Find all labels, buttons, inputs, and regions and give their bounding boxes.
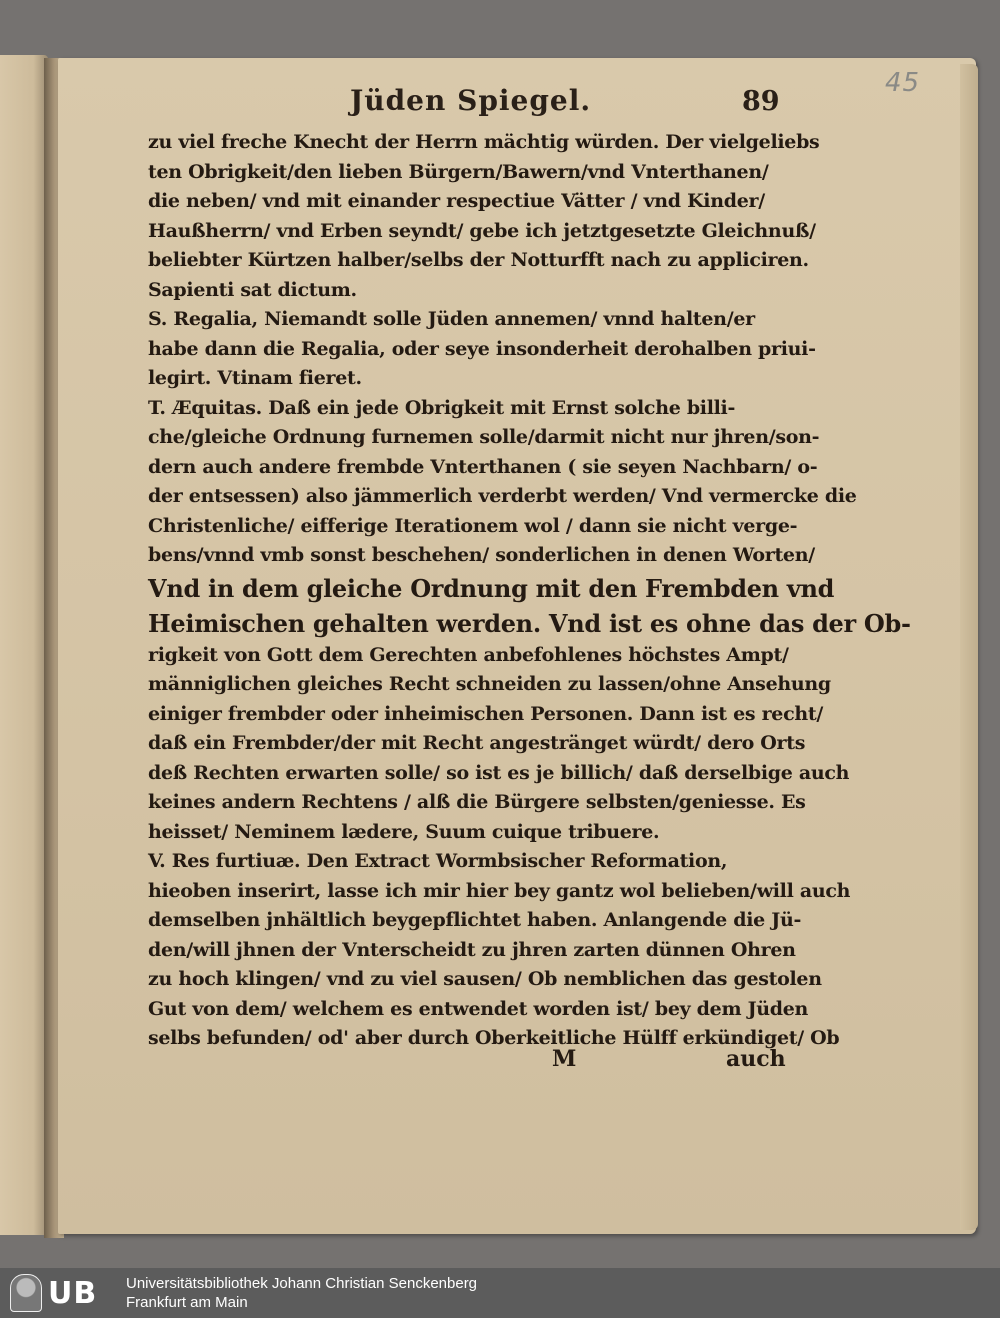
emphasized-line: Vnd in dem gleiche Ordnung mit den Frembden vnd (148, 573, 835, 603)
portrait-icon (10, 1274, 42, 1312)
running-title: Jüden Spiegel. (350, 84, 592, 117)
text-line: che/gleiche Ordnung furnemen solle/darmit nicht nur jhren/son- (148, 426, 820, 448)
logo-text: UB (48, 1275, 98, 1311)
text-line: männiglichen gleiches Recht schneiden zu lassen/ohne Ansehung (148, 673, 831, 695)
body-text (148, 128, 911, 1054)
page-number: 89 (742, 86, 780, 117)
text-line: heisset/ Neminem lædere, Suum cuique tribuere. (148, 820, 660, 843)
text-line: den/will jhnen der Vnterscheidt zu jhren zarten dünnen Ohren (148, 938, 796, 961)
footer-bar (0, 1268, 1000, 1318)
text-line: rigkeit von Gott dem Gerechten anbefohlenes höchstes Ampt/ (148, 643, 789, 666)
footer-credit (126, 1274, 477, 1312)
text-line: deß Rechten erwarten solle/ so ist es je billich/ daß derselbige auch (148, 761, 850, 784)
text-line: die neben/ vnd mit einander respectiue Vätter / vnd Kinder/ (148, 190, 765, 212)
emphasized-line: Heimischen gehalten werden. Vnd ist es ohne das der Ob- (148, 608, 911, 638)
catchword: auch (726, 1046, 786, 1072)
text-line: dern auch andere frembde Vnterthanen ( sie seyen Nachbarn/ o- (148, 455, 818, 478)
text-line: einiger frembder oder inheimischen Personen. Dann ist es recht/ (148, 702, 823, 725)
text-line: Sapienti sat dictum. (148, 278, 357, 301)
pencil-foliation: 45 (885, 68, 921, 98)
text-line: zu hoch klingen/ vnd zu viel sausen/ Ob nemblichen das gestolen (148, 968, 822, 990)
text-line: Gut von dem/ welchem es entwendet worden ist/ bey dem Jüden (148, 997, 809, 1020)
text-line: selbs befunden/ od' aber durch Oberkeitliche Hülff erkündiget/ Ob (148, 1027, 840, 1049)
text-line: zu viel freche Knecht der Herrn mächtig würden. Der vielgeliebs (148, 131, 820, 153)
text-line: legirt. Vtinam fieret. (148, 367, 362, 389)
text-line: beliebter Kürtzen halber/selbs der Notturfft nach zu appliciren. (148, 249, 809, 271)
text-line: demselben jnhältlich beygepflichtet haben. Anlangende die Jü- (148, 909, 802, 931)
text-line: T. Æquitas. Daß ein jede Obrigkeit mit Ernst solche billi- (148, 396, 736, 419)
text-line: ten Obrigkeit/den lieben Bürgern/Bawern/vnd Vnterthanen/ (148, 160, 769, 183)
left-page-edge (0, 55, 48, 1235)
text-line: der entsessen) also jämmerlich verderbt werden/ Vnd vermercke die (148, 485, 857, 507)
text-line: hieoben inserirt, lasse ich mir hier bey gantz wol belieben/will auch (148, 879, 851, 902)
text-line: Christenliche/ eifferige Iterationem wol / dann sie nicht verge- (148, 514, 798, 537)
text-line: Haußherrn/ vnd Erben seyndt/ gebe ich jetztgesetzte Gleichnuß/ (148, 219, 816, 242)
text-line: S. Regalia, Niemandt solle Jüden annemen/ vnnd halten/er (148, 308, 755, 330)
page-fore-edge (960, 64, 978, 1230)
library-logo[interactable] (10, 1274, 118, 1312)
text-line: keines andern Rechtens / alß die Bürgere selbsten/geniesse. Es (148, 791, 806, 813)
text-line: bens/vnnd vmb sonst beschehen/ sonderlichen in denen Worten/ (148, 544, 815, 566)
text-line: daß ein Frembder/der mit Recht angestränget würdt/ dero Orts (148, 732, 806, 754)
footer-line-city: Frankfurt am Main (126, 1294, 248, 1311)
text-line: V. Res furtiuæ. Den Extract Wormbsischer Reformation, (148, 850, 728, 872)
text-line: habe dann die Regalia, oder seye insonderheit derohalben priui- (148, 337, 816, 360)
footer-line-institution: Universitätsbibliothek Johann Christian Senckenberg (126, 1275, 478, 1292)
signature-mark: M (552, 1046, 577, 1072)
